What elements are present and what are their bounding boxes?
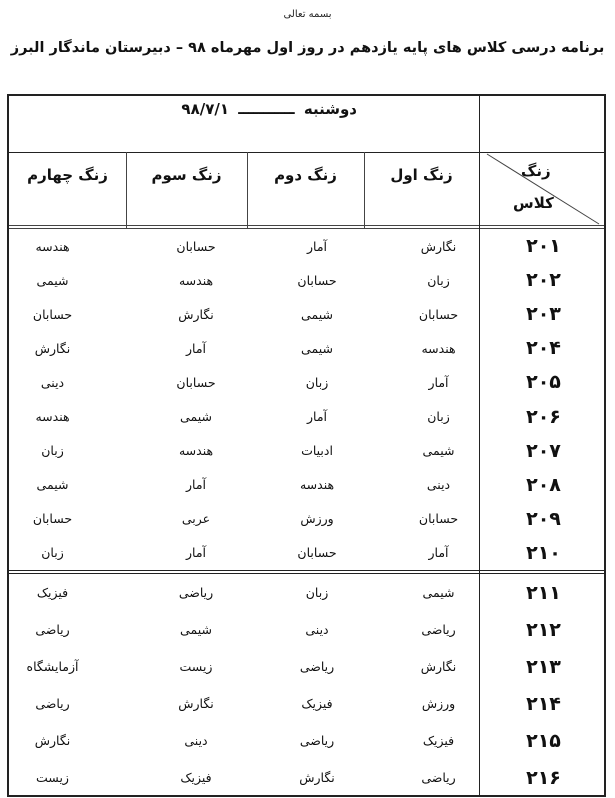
subject-cell: فیزیک bbox=[36, 585, 69, 600]
subject-cell: حسابان bbox=[32, 511, 73, 527]
subject-cell: ورزش bbox=[421, 696, 456, 711]
table-row bbox=[9, 722, 604, 759]
subject-cell: حسابان bbox=[176, 238, 216, 254]
table-row bbox=[9, 400, 604, 434]
class-number: ۲۱۱ bbox=[526, 581, 561, 604]
class-number: ۲۰۷ bbox=[526, 439, 561, 462]
class-number: ۲۱۴ bbox=[526, 692, 561, 715]
class-number: ۲۰۳ bbox=[526, 303, 561, 326]
subject-cell: هندسه bbox=[178, 272, 214, 288]
blessing-line: بسمه تعالی bbox=[283, 9, 332, 20]
subject-cell: ریاضی bbox=[35, 622, 70, 637]
table-row bbox=[9, 297, 604, 331]
subject-cell: زبان bbox=[305, 374, 329, 390]
subject-cell: ادبیات bbox=[301, 443, 333, 459]
subject-cell: آمار bbox=[307, 238, 328, 254]
subject-cell: آمار bbox=[428, 545, 449, 561]
subject-cell: نگارش bbox=[178, 306, 214, 322]
day-name: دوشنبه bbox=[303, 100, 357, 118]
subject-cell: نگارش bbox=[34, 733, 71, 748]
subject-cell: دینی bbox=[40, 374, 65, 390]
subject-cell: فیزیک bbox=[301, 696, 333, 711]
subject-cell: ریاضی bbox=[178, 585, 214, 600]
date-row: دوشنبه ـــــــــــ ۹۸/۷/۱ bbox=[181, 100, 357, 118]
subject-cell: آمار bbox=[186, 477, 207, 493]
subject-cell: شیمی bbox=[422, 585, 455, 600]
subject-cell: زبان bbox=[305, 585, 329, 600]
subject-cell: حسابان bbox=[418, 511, 459, 527]
class-number: ۲۰۵ bbox=[526, 371, 561, 394]
subject-cell: زبان bbox=[41, 545, 64, 561]
table-row bbox=[9, 759, 604, 796]
subject-cell: حسابان bbox=[418, 306, 459, 322]
divider-group bbox=[9, 570, 604, 571]
table-row bbox=[9, 365, 604, 399]
subject-cell: هندسه bbox=[421, 340, 456, 356]
schedule-table bbox=[7, 94, 606, 797]
class-number: ۲۱۳ bbox=[526, 655, 561, 678]
col-header-1: زنگ اول bbox=[390, 166, 453, 184]
class-number: ۲۰۱ bbox=[526, 235, 561, 257]
subject-cell: حسابان bbox=[297, 272, 337, 288]
table-row bbox=[9, 229, 604, 263]
class-number: ۲۰۴ bbox=[526, 337, 561, 360]
subject-cell: زیست bbox=[36, 770, 69, 785]
table-row bbox=[9, 574, 604, 611]
subject-cell: هندسه bbox=[178, 443, 214, 459]
subject-cell: فیزیک bbox=[422, 733, 455, 748]
subject-cell: ریاضی bbox=[421, 622, 456, 637]
table-row bbox=[9, 685, 604, 722]
subject-cell: آمار bbox=[307, 409, 328, 424]
subject-cell: شیمی bbox=[180, 409, 212, 424]
subject-cell: زیست bbox=[179, 659, 213, 674]
table-row bbox=[9, 502, 604, 536]
subject-cell: شیمی bbox=[36, 477, 69, 493]
subject-cell: نگارش bbox=[420, 238, 457, 254]
subject-cell: هندسه bbox=[35, 238, 70, 254]
subject-cell: فیزیک bbox=[180, 770, 212, 785]
corner-label-bell: زنگ bbox=[521, 162, 551, 180]
subject-cell: دینی bbox=[184, 733, 208, 748]
subject-cell: نگارش bbox=[299, 770, 335, 785]
subject-cell: شیمی bbox=[422, 443, 455, 459]
col-header-4: زنگ چهارم bbox=[27, 166, 108, 184]
class-number: ۲۱۰ bbox=[526, 541, 561, 564]
table-row bbox=[9, 536, 604, 570]
subject-cell: شیمی bbox=[180, 622, 212, 637]
subject-cell: دینی bbox=[426, 477, 451, 493]
subject-cell: شیمی bbox=[301, 340, 333, 356]
subject-cell: ریاضی bbox=[35, 696, 70, 711]
subject-cell: ریاضی bbox=[421, 770, 456, 785]
class-number: ۲۰۹ bbox=[526, 507, 561, 530]
subject-cell: حسابان bbox=[297, 545, 337, 561]
table-row bbox=[9, 331, 604, 365]
table-row bbox=[9, 468, 604, 502]
table-row bbox=[9, 434, 604, 468]
subject-cell: زبان bbox=[427, 409, 450, 424]
corner-label-class: کلاس bbox=[513, 194, 554, 212]
table-row bbox=[9, 648, 604, 685]
subject-cell: آمار bbox=[428, 374, 449, 390]
date-value: ۹۸/۷/۱ bbox=[181, 100, 229, 118]
page-title: برنامه درسی کلاس های پایه یازدهم در روز اول مهرماه ۹۸ – دبیرستان ماندگار البرز bbox=[10, 40, 605, 56]
subject-cell: ریاضی bbox=[299, 659, 335, 674]
subject-cell: آزمایشگاه bbox=[26, 659, 79, 674]
subject-cell: حسابان bbox=[176, 374, 216, 390]
subject-cell: دینی bbox=[305, 622, 329, 637]
subject-cell: ریاضی bbox=[299, 733, 335, 748]
col-header-3: زنگ سوم bbox=[151, 166, 222, 184]
subject-cell: آمار bbox=[186, 340, 207, 356]
subject-cell: زبان bbox=[427, 272, 450, 288]
class-number: ۲۰۶ bbox=[526, 405, 561, 428]
subject-cell: نگارش bbox=[34, 340, 71, 356]
subject-cell: حسابان bbox=[32, 306, 73, 322]
table-row bbox=[9, 611, 604, 648]
table-row bbox=[9, 263, 604, 297]
class-number: ۲۰۲ bbox=[526, 269, 561, 292]
subject-cell: نگارش bbox=[420, 659, 457, 674]
subject-cell: ورزش bbox=[300, 511, 334, 527]
subject-cell: هندسه bbox=[299, 477, 335, 493]
subject-cell: شیمی bbox=[301, 306, 333, 322]
subject-cell: عربی bbox=[181, 511, 211, 527]
subject-cell: هندسه bbox=[35, 409, 70, 424]
class-number: ۲۱۶ bbox=[526, 766, 561, 789]
class-number: ۲۱۵ bbox=[526, 729, 561, 752]
col-header-2: زنگ دوم bbox=[274, 166, 337, 184]
subject-cell: آمار bbox=[186, 545, 207, 561]
class-number: ۲۰۸ bbox=[526, 473, 561, 496]
subject-cell: نگارش bbox=[178, 696, 214, 711]
subject-cell: شیمی bbox=[36, 272, 69, 288]
class-number: ۲۱۲ bbox=[526, 618, 561, 641]
subject-cell: زبان bbox=[41, 443, 64, 459]
